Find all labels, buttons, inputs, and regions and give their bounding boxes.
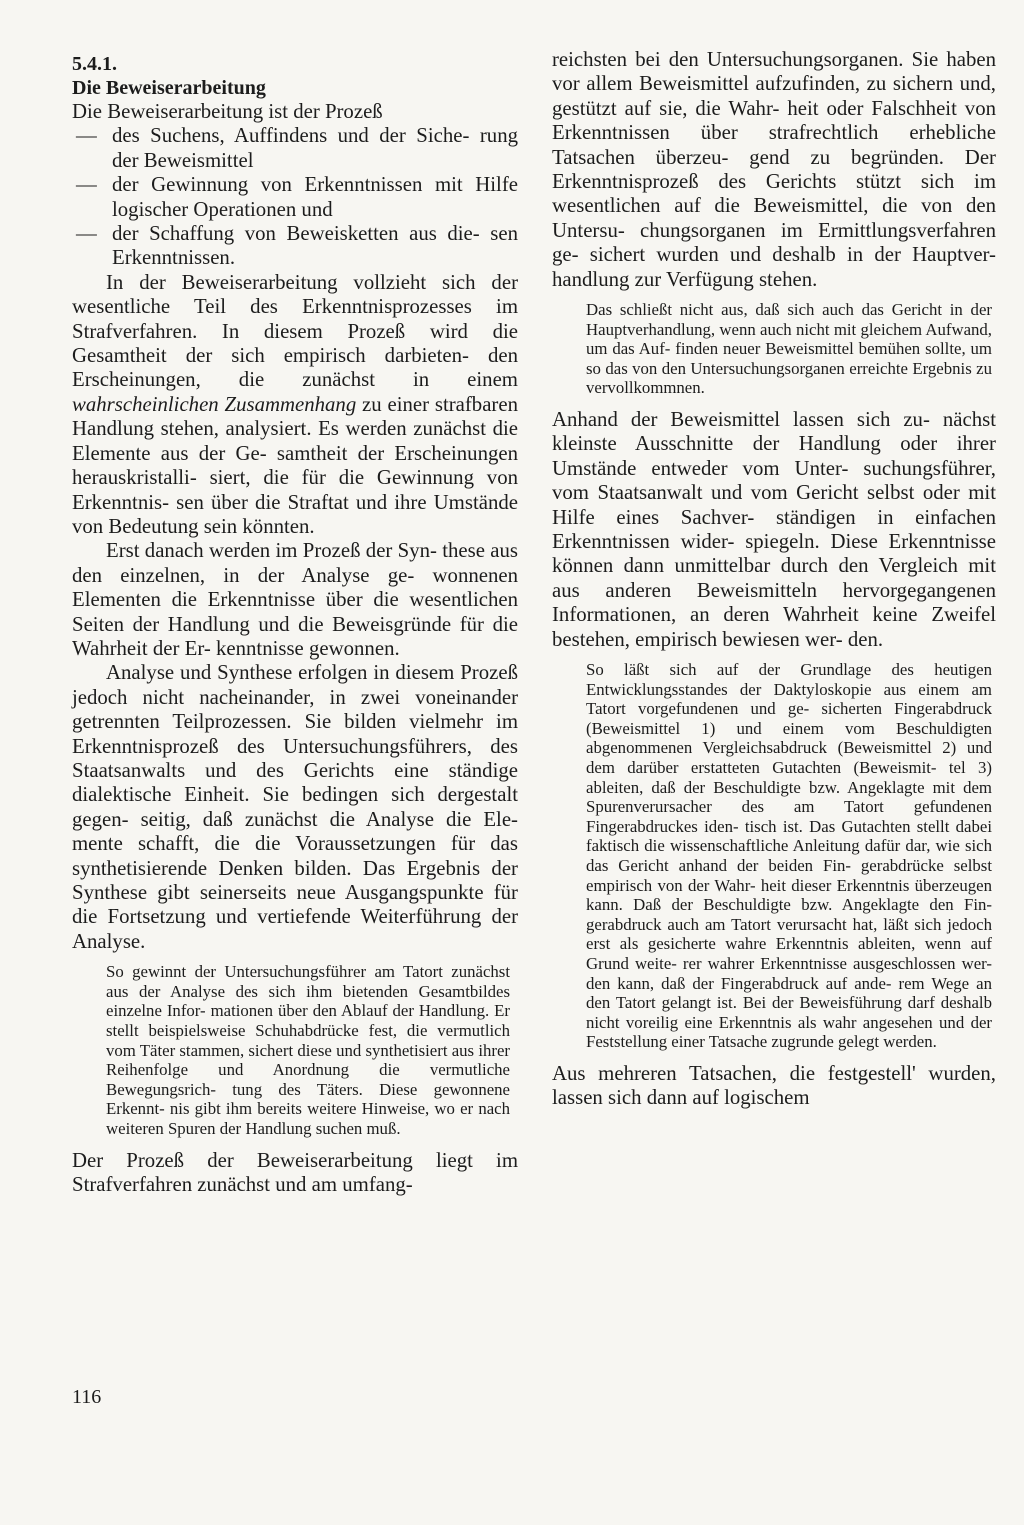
paragraph-text: zu einer strafbaren Handlung stehen, analysiert. Es werden zunächst die Elemente aus der Ge- samtheit der Erscheinungen herauskristalli- siert, die für die Gewinnung von Erkenntnis- sen über die Straftat und ihre Umstände von Bedeutung sein könnten. — [72, 392, 518, 538]
paragraph: Analyse und Synthese erfolgen in diesem Prozeß jedoch nicht nacheinander, in zwei voneinander getrennten Teilprozessen. Sie bilden vielmehr im Erkenntnisprozeß des Untersuchungsführers, des Staatsanwalts und des Gerichts eine ständige dialektische Einheit. Sie bedingen sich dergestalt gegen- seitig, daß zunächst die Analyse die Ele- mente schafft, die die Voraussetzungen für das synthetisierende Denken bilden. Das Ergebnis der Synthese gibt seinerseits neue Ausgangspunkte für die Fortsetzung und vertiefende Weiterführung der Analyse. — [72, 661, 518, 953]
italic-phrase: wahrscheinlichen Zusammenhang — [72, 392, 357, 416]
paragraph: Der Prozeß der Beweiserarbeitung liegt im Strafverfahren zunächst und am umfang- — [72, 1148, 518, 1196]
process-list — [72, 124, 518, 270]
intro-sentence: Die Beweiserarbeitung ist der Prozeß — [72, 100, 383, 123]
example-note: So läßt sich auf der Grundlage des heutigen Entwicklungsstandes der Daktyloskopie aus einem am Tatort vorgefundenen und ge- sicherten Fingerabdruck (Beweismittel 1) und einem vom Beschuldigten abgenommenen Vergleichsabdruck (Beweismittel 2) und dem darüber erstatteten Gutachten (Beweismit- tel 3) ableiten, daß der Beschuldigte bzw. Angeklagte mit dem Spurenverursacher des am Tatort gefundenen Fingerabdruckes iden- tisch ist. Das Gutachten stellt dabei faktisch die wissenschaftliche Anleitung dafür dar, wie sich das Gericht anhand der beiden Fin- gerabdrücke selbst empirisch von der Wahr- heit dieser Erkenntnis überzeugen kann. Daß der Beschuldigte bzw. Angeklagte den Fin- gerabdruck auch am Tatort verursacht hat, läßt sich jedoch erst als gesicherte wahre Erkenntnis ableiten, wenn auf Grund weite- rer wahrer Erkenntnisse ausgeschlossen wer- den kann, daß der Fingerabdruck auf ande- rem Wege an den Tatort gelangt ist. Bei der Beweisführung darf deshalb nicht voreilig eine Erkenntnis als wahr angesehen und der Feststellung einer Tatsache zugrunde gelegt werden. — [586, 660, 992, 1052]
section-title: Die Beweiserarbeitung — [72, 77, 266, 99]
example-note: So gewinnt der Untersuchungsführer am Tatort zunächst aus der Analyse des sich ihm bietenden Gesamtbildes einzelne Infor- mationen über den Ablauf der Handlung. Er stellt beispielsweise Schuhabdrücke fest, die vermutlich vom Täter stammen, sichert diese und synthetisiert aus ihrer Reihenfolge und Anordnung die vermutliche Bewegungsrich- tung des Täters. Diese gewonnene Erkennt- nis gibt ihm bereits weitere Hinweise, wo er nach weiteren Spuren der Handlung suchen muß. — [106, 962, 510, 1138]
list-item: — des Suchens, Auffindens und der Siche- rung der Beweismittel — [72, 124, 518, 173]
section-number: 5.4.1. — [72, 53, 117, 75]
paragraph: Erst danach werden im Prozeß der Syn- these aus den einzelnen, in der Analyse ge- wonnenen Elementen die Erkenntnisse über die wesentlichen Seiten der Handlung und die Beweisgründe für die Wahrheit der Er- kenntnisse gewonnen. — [72, 539, 518, 660]
page-number: 116 — [72, 1386, 102, 1408]
paragraph — [72, 271, 518, 539]
list-item: — der Schaffung von Beweisketten aus die- sen Erkenntnissen. — [72, 222, 518, 271]
right-column — [552, 48, 996, 1111]
left-column — [72, 52, 518, 1197]
paragraph: reichsten bei den Untersuchungsorganen. Sie haben vor allem Beweismittel aufzufinden, zu sichern und, gestützt auf sie, die Wahr- heit oder Falschheit von Erkenntnissen über strafrechtlich erhebliche Tatsachen überzeu- gend zu begründen. Der Erkenntnisprozeß des Gerichts stützt sich im wesentlichen auf die Beweismittel, die von den Untersu- chungsorganen im Ermittlungsverfahren ge- sichert wurden und deshalb in der Hauptver- handlung zur Verfügung stehen. — [552, 48, 996, 291]
list-item: — der Gewinnung von Erkenntnissen mit Hilfe logischer Operationen und — [72, 173, 518, 222]
paragraph: Anhand der Beweismittel lassen sich zu- nächst kleinste Ausschnitte der Handlung oder ihrer Umstände entweder vom Unter- suchungsführer, vom Staatsanwalt und vom Gericht selbst oder mit Hilfe eines Sachver- ständigen in einfachen Erkenntnissen wider- spiegeln. Diese Erkenntnisse können dann unmittelbar durch den Vergleich mit aus anderen Beweismitteln hervorgegangenen Informationen, an deren Wahrheit keine Zweifel bestehen, empirisch bewiesen wer- den. — [552, 408, 996, 651]
paragraph: Aus mehreren Tatsachen, die festgestell' wurden, lassen sich dann auf logischem — [552, 1061, 996, 1110]
paragraph-text: In der Beweiserarbeitung vollzieht sich der wesentliche Teil des Erkenntnisprozesses im Strafverfahren. In diesem Prozeß wird die Gesamtheit der sich empirisch darbieten- den Erscheinungen, die zunächst in einem — [72, 270, 518, 392]
note: Das schließt nicht aus, daß sich auch das Gericht in der Hauptverhandlung, wenn auch nicht mit gleichem Aufwand, um das Auf- finden neuer Beweismittel bemühen sollte, um so das von den Untersuchungsorganen erreichte Ergebnis zu vervollkommnen. — [586, 300, 992, 398]
